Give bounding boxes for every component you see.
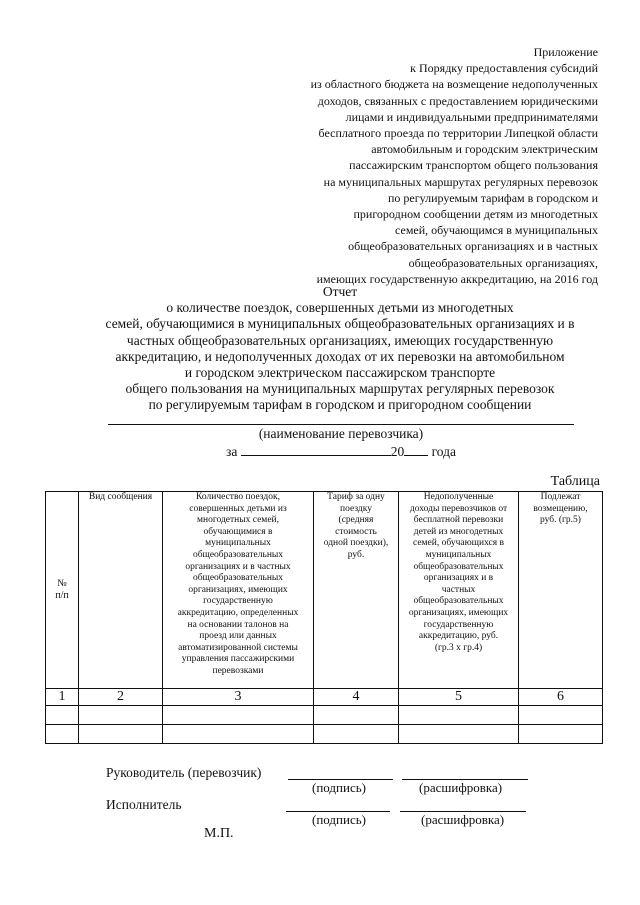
table-cell[interactable] <box>79 706 163 725</box>
appendix-line: из областного бюджета на возмещение недополученных <box>310 77 598 92</box>
carrier-name-underline <box>108 424 574 425</box>
appendix-line: семей, обучающимся в муниципальных <box>395 223 598 238</box>
report-table <box>45 491 603 744</box>
appendix-line: доходов, связанных с предоставлением юридическими <box>317 93 598 108</box>
appendix-header <box>258 44 598 287</box>
header-cell-lost-income <box>399 492 519 689</box>
period-year-prefix: 20 <box>390 444 405 459</box>
header-text: № п/п <box>55 578 69 601</box>
executor-signature-caption: (подпись) <box>312 812 366 827</box>
report-line: и городском электрическом пассажирском транспорте <box>184 365 496 381</box>
period-year-blank <box>404 444 428 456</box>
table-cell[interactable] <box>46 725 79 744</box>
table-cell[interactable] <box>519 706 603 725</box>
table-cell[interactable] <box>46 706 79 725</box>
table-cell[interactable] <box>519 725 603 744</box>
header-text: Тариф за одну поездку (средняя стоимость одной поездки), руб. <box>323 492 389 560</box>
report-heading: Отчет <box>322 284 358 299</box>
appendix-line: лицами и индивидуальными предпринимателями <box>345 109 598 124</box>
table-cell[interactable] <box>399 725 519 744</box>
appendix-line: к Порядку предоставления субсидий <box>410 61 598 76</box>
report-line: по регулируемым тарифам в городском и пригородном сообщении <box>148 397 532 413</box>
table-cell[interactable] <box>163 706 314 725</box>
appendix-line: имеющих государственную аккредитацию, на 2016 год <box>316 271 598 286</box>
period-line <box>226 444 456 460</box>
report-title <box>60 284 620 414</box>
column-number: 5 <box>399 689 519 706</box>
appendix-line: пассажирским транспортом общего пользования <box>349 158 598 173</box>
head-decode-caption: (расшифровка) <box>419 780 503 795</box>
table-row <box>46 706 603 725</box>
appendix-line: бесплатного проезда по территории Липецкой области <box>318 126 598 141</box>
table-row <box>46 725 603 744</box>
header-text: Количество поездок, совершенных детьми из многодетных семей, обучающимися в муниципальных общеобразовательных организациях и в частных общеобразовательных организациях, имеющих государственную аккредитацию, определенных на основании талонов на проезд или данных автоматизированной системы управления пассажирскими перевозками <box>177 492 299 676</box>
table-cell[interactable] <box>163 725 314 744</box>
report-line: общего пользования на муниципальных маршрутах регулярных перевозок <box>125 381 555 397</box>
header-cell-trip-count <box>163 492 314 689</box>
header-cell-tariff <box>314 492 399 689</box>
period-suffix: года <box>428 444 457 459</box>
appendix-line: автомобильным и городским электрическим <box>371 142 598 157</box>
table-cell[interactable] <box>314 706 399 725</box>
appendix-line: по регулируемым тарифам в городском и <box>387 190 598 205</box>
column-number: 3 <box>163 689 314 706</box>
report-line: частных общеобразовательных организациях, имеющих государственную <box>126 332 554 348</box>
appendix-line: общеобразовательных организациях и в частных <box>348 239 598 254</box>
report-line: о количестве поездок, совершенных детьми из многодетных <box>166 300 514 316</box>
executor-decode-caption: (расшифровка) <box>421 812 505 827</box>
table-label: Таблица <box>550 474 600 489</box>
column-number: 1 <box>46 689 79 706</box>
appendix-line: пригородном сообщении детям из многодетных <box>353 207 598 222</box>
header-text: Вид сообщения <box>88 492 153 502</box>
executor-label: Исполнитель <box>106 797 182 812</box>
report-line: семей, обучающимися в муниципальных общеобразовательных организациях и в <box>105 316 575 332</box>
header-text: Недополученные доходы перевозчиков от бесплатной перевозки детей из многодетных семей, обучающихся в муниципальных общеобразовательных организациях и в частных общеобразовательных организациях, имеющих государственную аккредитацию, руб. (гр.3 х гр.4) <box>408 492 509 653</box>
column-number: 2 <box>79 689 163 706</box>
header-cell-number <box>46 492 79 689</box>
table-cell[interactable] <box>314 725 399 744</box>
table-cell[interactable] <box>399 706 519 725</box>
table-column-numbers-row <box>46 689 603 706</box>
seal-mark: М.П. <box>204 826 234 841</box>
head-signature-caption: (подпись) <box>312 780 366 795</box>
table-header-row <box>46 492 603 689</box>
period-blank <box>241 444 391 456</box>
header-text: Подлежат возмещению, руб. (гр.5) <box>533 492 588 526</box>
header-cell-route-type <box>79 492 163 689</box>
report-line: аккредитацию, и недополученных доходах от их перевозки на автомобильном <box>115 348 565 364</box>
period-prefix: за <box>226 444 241 459</box>
appendix-line: на муниципальных маршрутах регулярных перевозок <box>323 174 598 189</box>
appendix-line: Приложение <box>533 45 598 59</box>
head-signature-label: Руководитель (перевозчик) <box>106 765 262 780</box>
appendix-line: общеобразовательных организациях, <box>408 255 598 270</box>
header-cell-reimbursement <box>519 492 603 689</box>
column-number: 6 <box>519 689 603 706</box>
column-number: 4 <box>314 689 399 706</box>
carrier-name-caption: (наименование перевозчика) <box>258 426 424 441</box>
table-cell[interactable] <box>79 725 163 744</box>
